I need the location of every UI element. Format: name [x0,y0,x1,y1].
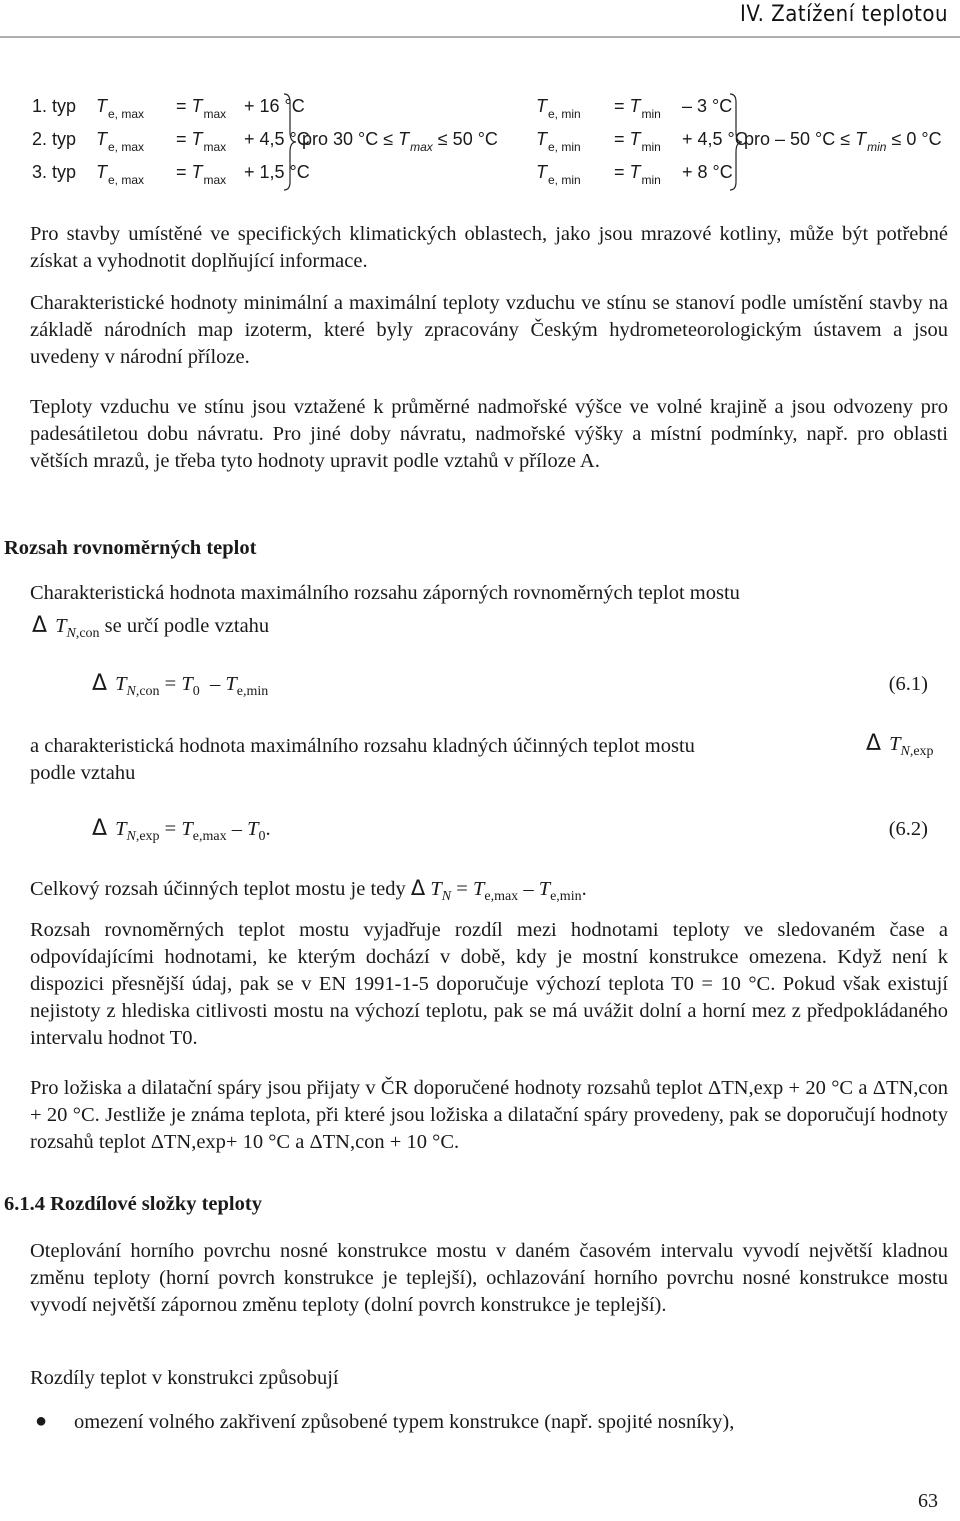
chapter-title: IV. Zatížení teplotou [740,2,948,27]
paragraph-positive-range: a charakteristická hodnota maximálního rozsahu kladných účinných teplot mostu [30,735,695,757]
inline-delta-tn-con: Δ $T_{N,con}$ se určí podle vztahu [32,613,270,641]
equation-number-6-2: (6.2) [888,818,928,840]
paragraph-total-range: Celkový rozsah účinných teplot mostu je tedy Δ $T_N = T_{e,max} - T_{e,min}$. [30,876,587,904]
paragraph-positive-range-cont: podle vztahu [30,762,136,784]
right-brace [728,92,744,192]
page-number: 63 [918,1490,938,1512]
bullet-icon: ● [35,1410,48,1432]
paragraph-air-temperatures: Teploty vzduchu ve stínu jsou vztažené k průměrné nadmořské výšce ve volné krajině a jsou odvozeny pro padesátiletou dobu návratu. Pro jiné doby návratu, nadmořské výšky a místní podmínky, např. pro oblasti větších mrazů, je třeba tyto hodnoty upravit podle vztahů v příloze A. [30,396,948,472]
equation-6-1: Δ $T_{N,con} = T_0 - T_{e,min}$ [92,671,269,699]
type-left-add: + 1,5 °C [244,162,310,182]
paragraph-bearings: Pro ložiska a dilatační spáry jsou přijaty v ČR doporučené hodnoty rozsahů teplot ΔTN,exp + 20 °C a ΔTN,con + 20 °C. Jestliže je známa teplota, při které jsou ložiska a dilatační spáry provedeny, pak se doporučují hodnoty rozsahů teplot ΔTN,exp+ 10 °C a ΔTN,con + 10 °C. [30,1077,948,1153]
paragraph-microclimate: Pro stavby umístěné ve specifických klimatických oblastech, jako jsou mrazové kotliny, může být potřebné získat a vyhodnotit doplňující informace. [30,223,948,272]
left-brace [282,92,298,192]
inline-delta-tn-exp: Δ $T_{N,exp}$ [866,731,934,759]
equation-number-6-1: (6.1) [888,673,928,695]
type-right-add: + 8 °C [682,162,733,182]
type-left-add: + 16 °C [244,96,305,116]
type-label: 2. typ [32,129,77,149]
paragraph-negative-range: Charakteristická hodnota maximálního rozsahu záporných rovnoměrných teplot mostu [30,582,740,604]
paragraph-characteristic-values: Charakteristické hodnoty minimální a maximální teploty vzduchu ve stínu se stanoví podle umístění stavby na základě národních map izoterm, které byly zpracovány Českým hydrometeorologickým ústavem a jsou uvedeny v národní příloze. [30,292,948,368]
header-rule [0,36,960,38]
type-left-add: + 4,5 °C [244,129,310,149]
temperature-types-equations: 1. typ $T_{e, max}$ = $T_{max}$ + 16 °C $T_{e, min}$ = $T_{min}$ – 3 °C 2. typ $T_{e, max}$ = $T_{max}$ + 4,5 °C pro 30 $^\circ C \le T_{max} \le 50$ °C $T_{e, min}$ = $T_{min}$ + 4,5 °C pro – 50 $^\circ C \le T_{min} \le 0$ °C 3. typ $T_{e, max}$ = $T_{max}$ + 1,5 °C $T_{e, min}$ = $T_{min}$ + 8 °C [0,92,960,192]
equation-6-2: Δ $T_{N,exp} = T_{e,max} - T_0$. [92,816,271,844]
type-label: 3. typ [32,162,77,182]
paragraph-heating-cooling: Oteplování horního povrchu nosné konstrukce mostu v daném časovém intervalu vyvodí největší kladnou změnu teploty (horní povrch konstrukce je teplejší), ochlazování horního povrchu nosné konstrukce mostu vyvodí největší zápornou změnu teploty (dolní povrch konstrukce je teplejší). [30,1240,948,1316]
type-right-add: – 3 °C [682,96,733,116]
paragraph-differences: Rozdíly teplot v konstrukci způsobují [30,1367,339,1389]
section-heading-range: Rozsah rovnoměrných teplot [4,537,257,559]
section-heading-6-1-4: 6.1.4 Rozdílové složky teploty [4,1193,262,1215]
bullet-item-1: omezení volného zakřivení způsobené typem konstrukce (např. spojité nosníky), [74,1411,735,1433]
paragraph-initial-temperature: Rozsah rovnoměrných teplot mostu vyjadřuje rozdíl mezi hodnotami teploty ve sledovaném čase a odpovídajícími hodnotami, ke kterým dochází v době, kdy je mostní konstrukce omezena. Když není k dispozici přesnější údaj, pak se v EN 1991-1-5 doporučuje výchozí teplota T0 = 10 °C. Pokud však existují nejistoty z hlediska citlivosti mostu na výchozí teplotu, pak se má uvážit dolní a horní mez z předpokládaného intervalu hodnot T0. [30,919,948,1049]
type-right-add: + 4,5 °C [682,129,748,149]
page-header [0,0,960,44]
type-label: 1. typ [32,96,77,116]
